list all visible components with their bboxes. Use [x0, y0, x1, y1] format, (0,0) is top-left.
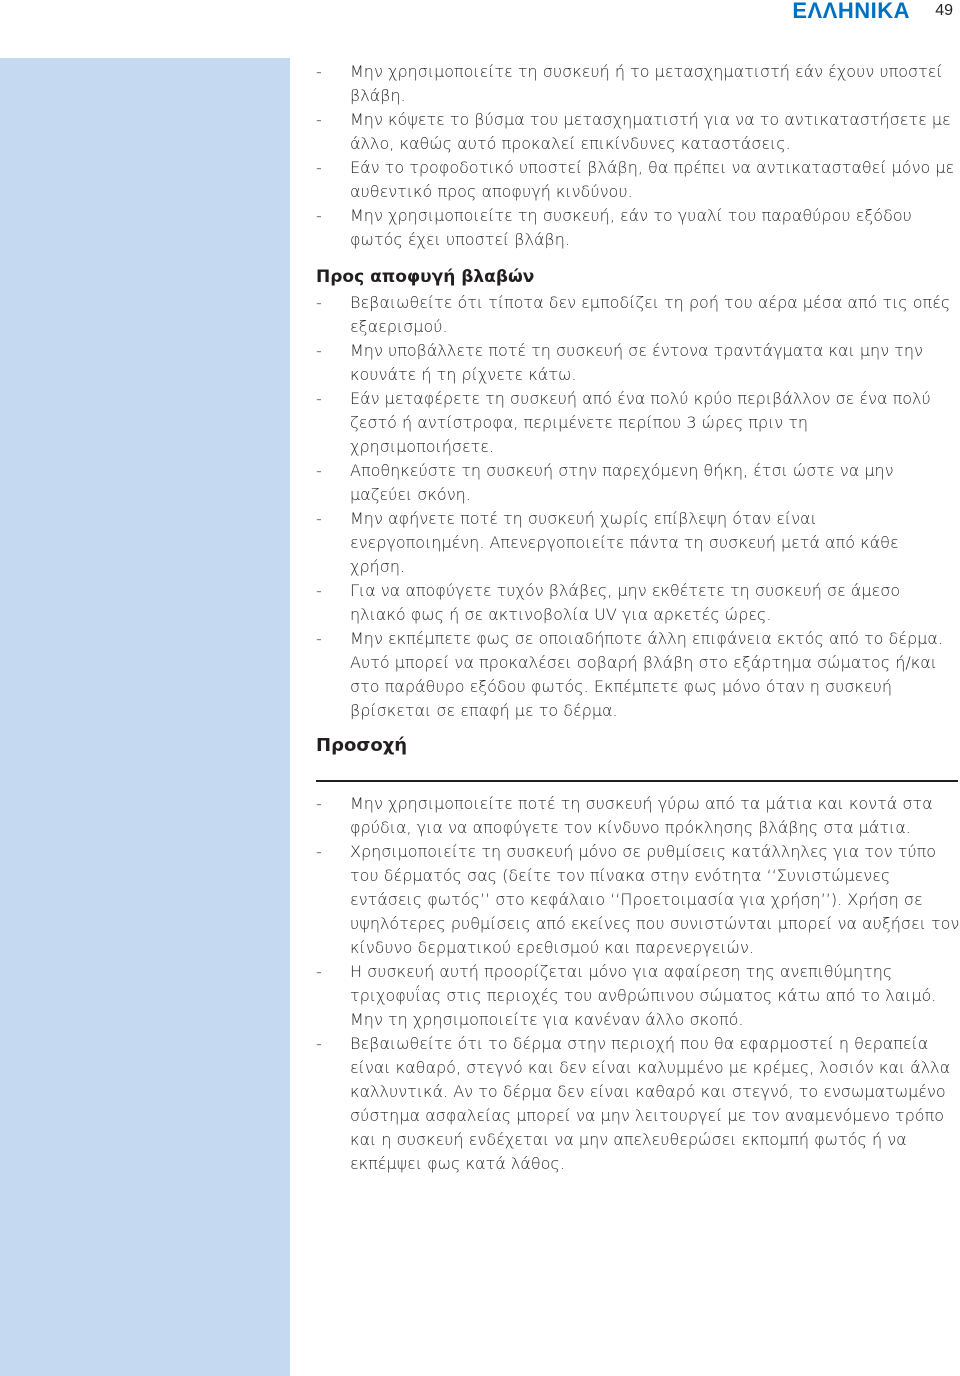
bullet-dash: -	[316, 206, 322, 225]
bullet-dash: -	[316, 461, 322, 480]
list-item-text: Για να αποφύγετε τυχόν βλάβες, μην εκθέτετε τη συσκευή σε άμεσο ηλιακό φως ή σε ακτινοβολία UV για αρκετές ώρες.	[350, 581, 901, 624]
list-item	[316, 840, 960, 960]
section-heading-caution: Προσοχή	[316, 735, 408, 756]
bullet-dash: -	[316, 1034, 322, 1053]
list-item-text: Μην εκπέμπετε φως σε οποιαδήποτε άλλη επιφάνεια εκτός από το δέρμα. Αυτό μπορεί να προκαλέσει σοβαρή βλάβη στο εξάρτημα σώματος ή/και στο παράθυρο εξόδου φωτός. Εκπέμπετε φως μόνο όταν η συσκευή βρίσκεται σε επαφή με το δέρμα.	[350, 629, 943, 720]
list-item	[316, 156, 956, 204]
bullet-dash: -	[316, 509, 322, 528]
bullet-dash: -	[316, 158, 322, 177]
list-item-text: Μην χρησιμοποιείτε ποτέ τη συσκευή γύρω από τα μάτια και κοντά στα φρύδια, για να αποφύγετε τον κίνδυνο πρόκλησης βλάβης στα μάτια.	[350, 794, 933, 837]
list-item	[316, 627, 956, 723]
bullet-dash: -	[316, 629, 322, 648]
page-number: 49	[935, 2, 953, 19]
list-item	[316, 507, 956, 579]
list-item	[316, 339, 956, 387]
bullet-dash: -	[316, 389, 322, 408]
language-label: ΕΛΛΗΝΙΚΑ	[792, 0, 910, 23]
list-item	[316, 108, 956, 156]
list-item	[316, 204, 956, 252]
list-item	[316, 291, 956, 339]
bullet-dash: -	[316, 62, 322, 81]
list-item	[316, 387, 956, 459]
list-item-text: Μην κόψετε το βύσμα του μετασχηματιστή για να το αντικαταστήσετε με άλλο, καθώς αυτό προκαλεί επικίνδυνες καταστάσεις.	[350, 110, 951, 153]
list-item-text: Βεβαιωθείτε ότι το δέρμα στην περιοχή που θα εφαρμοστεί η θεραπεία είναι καθαρό, στεγνό και δεν είναι καλυμμένο με κρέμες, λοσιόν και άλλα καλλυντικά. Αν το δέρμα δεν είναι καθαρό και στεγνό, το ενσωματωμένο σύστημα ασφαλείας μπορεί να μην λειτουργεί με τον αναμενόμενο τρόπο και η συσκευή ενδέχεται να μην απελευθερώσει εκπομπή φωτός ή να εκπέμψει φως κατά λάθος.	[350, 1034, 951, 1173]
caution-divider	[316, 780, 958, 782]
bullet-dash: -	[316, 110, 322, 129]
list-item	[316, 459, 956, 507]
main-content	[316, 60, 956, 758]
bullet-dash: -	[316, 341, 322, 360]
safety-list	[316, 60, 956, 252]
damage-prevention-list	[316, 291, 956, 723]
list-item-text: Μην χρησιμοποιείτε τη συσκευή ή το μετασχηματιστή εάν έχουν υποστεί βλάβη.	[350, 62, 943, 105]
bullet-dash: -	[316, 293, 322, 312]
list-item	[316, 60, 956, 108]
list-item-text: Εάν μεταφέρετε τη συσκευή από ένα πολύ κρύο περιβάλλον σε ένα πολύ ζεστό ή αντίστροφα, περιμένετε περίπου 3 ώρες πριν τη χρησιμοποιήσετε.	[350, 389, 931, 456]
list-item-text: Μην χρησιμοποιείτε τη συσκευή, εάν το γυαλί του παραθύρου εξόδου φωτός έχει υποστεί βλάβη.	[350, 206, 912, 249]
bullet-dash: -	[316, 581, 322, 600]
list-item-text: Μην αφήνετε ποτέ τη συσκευή χωρίς επίβλεψη όταν είναι ενεργοποιημένη. Απενεργοποιείτε πάντα τη συσκευή μετά από κάθε χρήση.	[350, 509, 899, 576]
list-item	[316, 1032, 960, 1176]
list-item-text: Μην υποβάλλετε ποτέ τη συσκευή σε έντονα τραντάγματα και μην την κουνάτε ή τη ρίχνετε κάτω.	[350, 341, 923, 384]
list-item-text: Εάν το τροφοδοτικό υποστεί βλάβη, θα πρέπει να αντικατασταθεί μόνο με αυθεντικό προς αποφυγή κινδύνου.	[350, 158, 955, 201]
list-item	[316, 792, 960, 840]
caution-content	[316, 792, 960, 1176]
list-item-text: Βεβαιωθείτε ότι τίποτα δεν εμποδίζει τη ροή του αέρα μέσα από τις οπές εξαερισμού.	[350, 293, 951, 336]
list-item	[316, 960, 960, 1032]
caution-list	[316, 792, 960, 1176]
section-heading-damage-prevention: Προς αποφυγή βλαβών	[316, 267, 535, 287]
list-item-text: Αποθηκεύστε τη συσκευή στην παρεχόμενη θήκη, έτσι ώστε να μην μαζεύει σκόνη.	[350, 461, 894, 504]
bullet-dash: -	[316, 962, 322, 981]
sidebar-band	[0, 58, 290, 1376]
list-item-text: Η συσκευή αυτή προορίζεται μόνο για αφαίρεση της ανεπιθύμητης τριχοφυΐας στις περιοχές του ανθρώπινου σώματος κάτω από το λαιμό. Μην τη χρησιμοποιείτε για κανέναν άλλο σκοπό.	[350, 962, 937, 1029]
bullet-dash: -	[316, 842, 322, 861]
bullet-dash: -	[316, 794, 322, 813]
list-item-text: Χρησιμοποιείτε τη συσκευή μόνο σε ρυθμίσεις κατάλληλες για τον τύπο του δέρματός σας (δείτε τον πίνακα στην ενότητα ‘‘Συνιστώμενες εντάσεις φωτός’’ στο κεφάλαιο ‘‘Προετοιμασία για χρήση’’). Χρήση σε υψηλότερες ρυθμίσεις από εκείνες που συνιστώνται μπορεί να αυξήσει τον κίνδυνο δερματικού ερεθισμού και παρενεργειών.	[350, 842, 960, 957]
list-item	[316, 579, 956, 627]
